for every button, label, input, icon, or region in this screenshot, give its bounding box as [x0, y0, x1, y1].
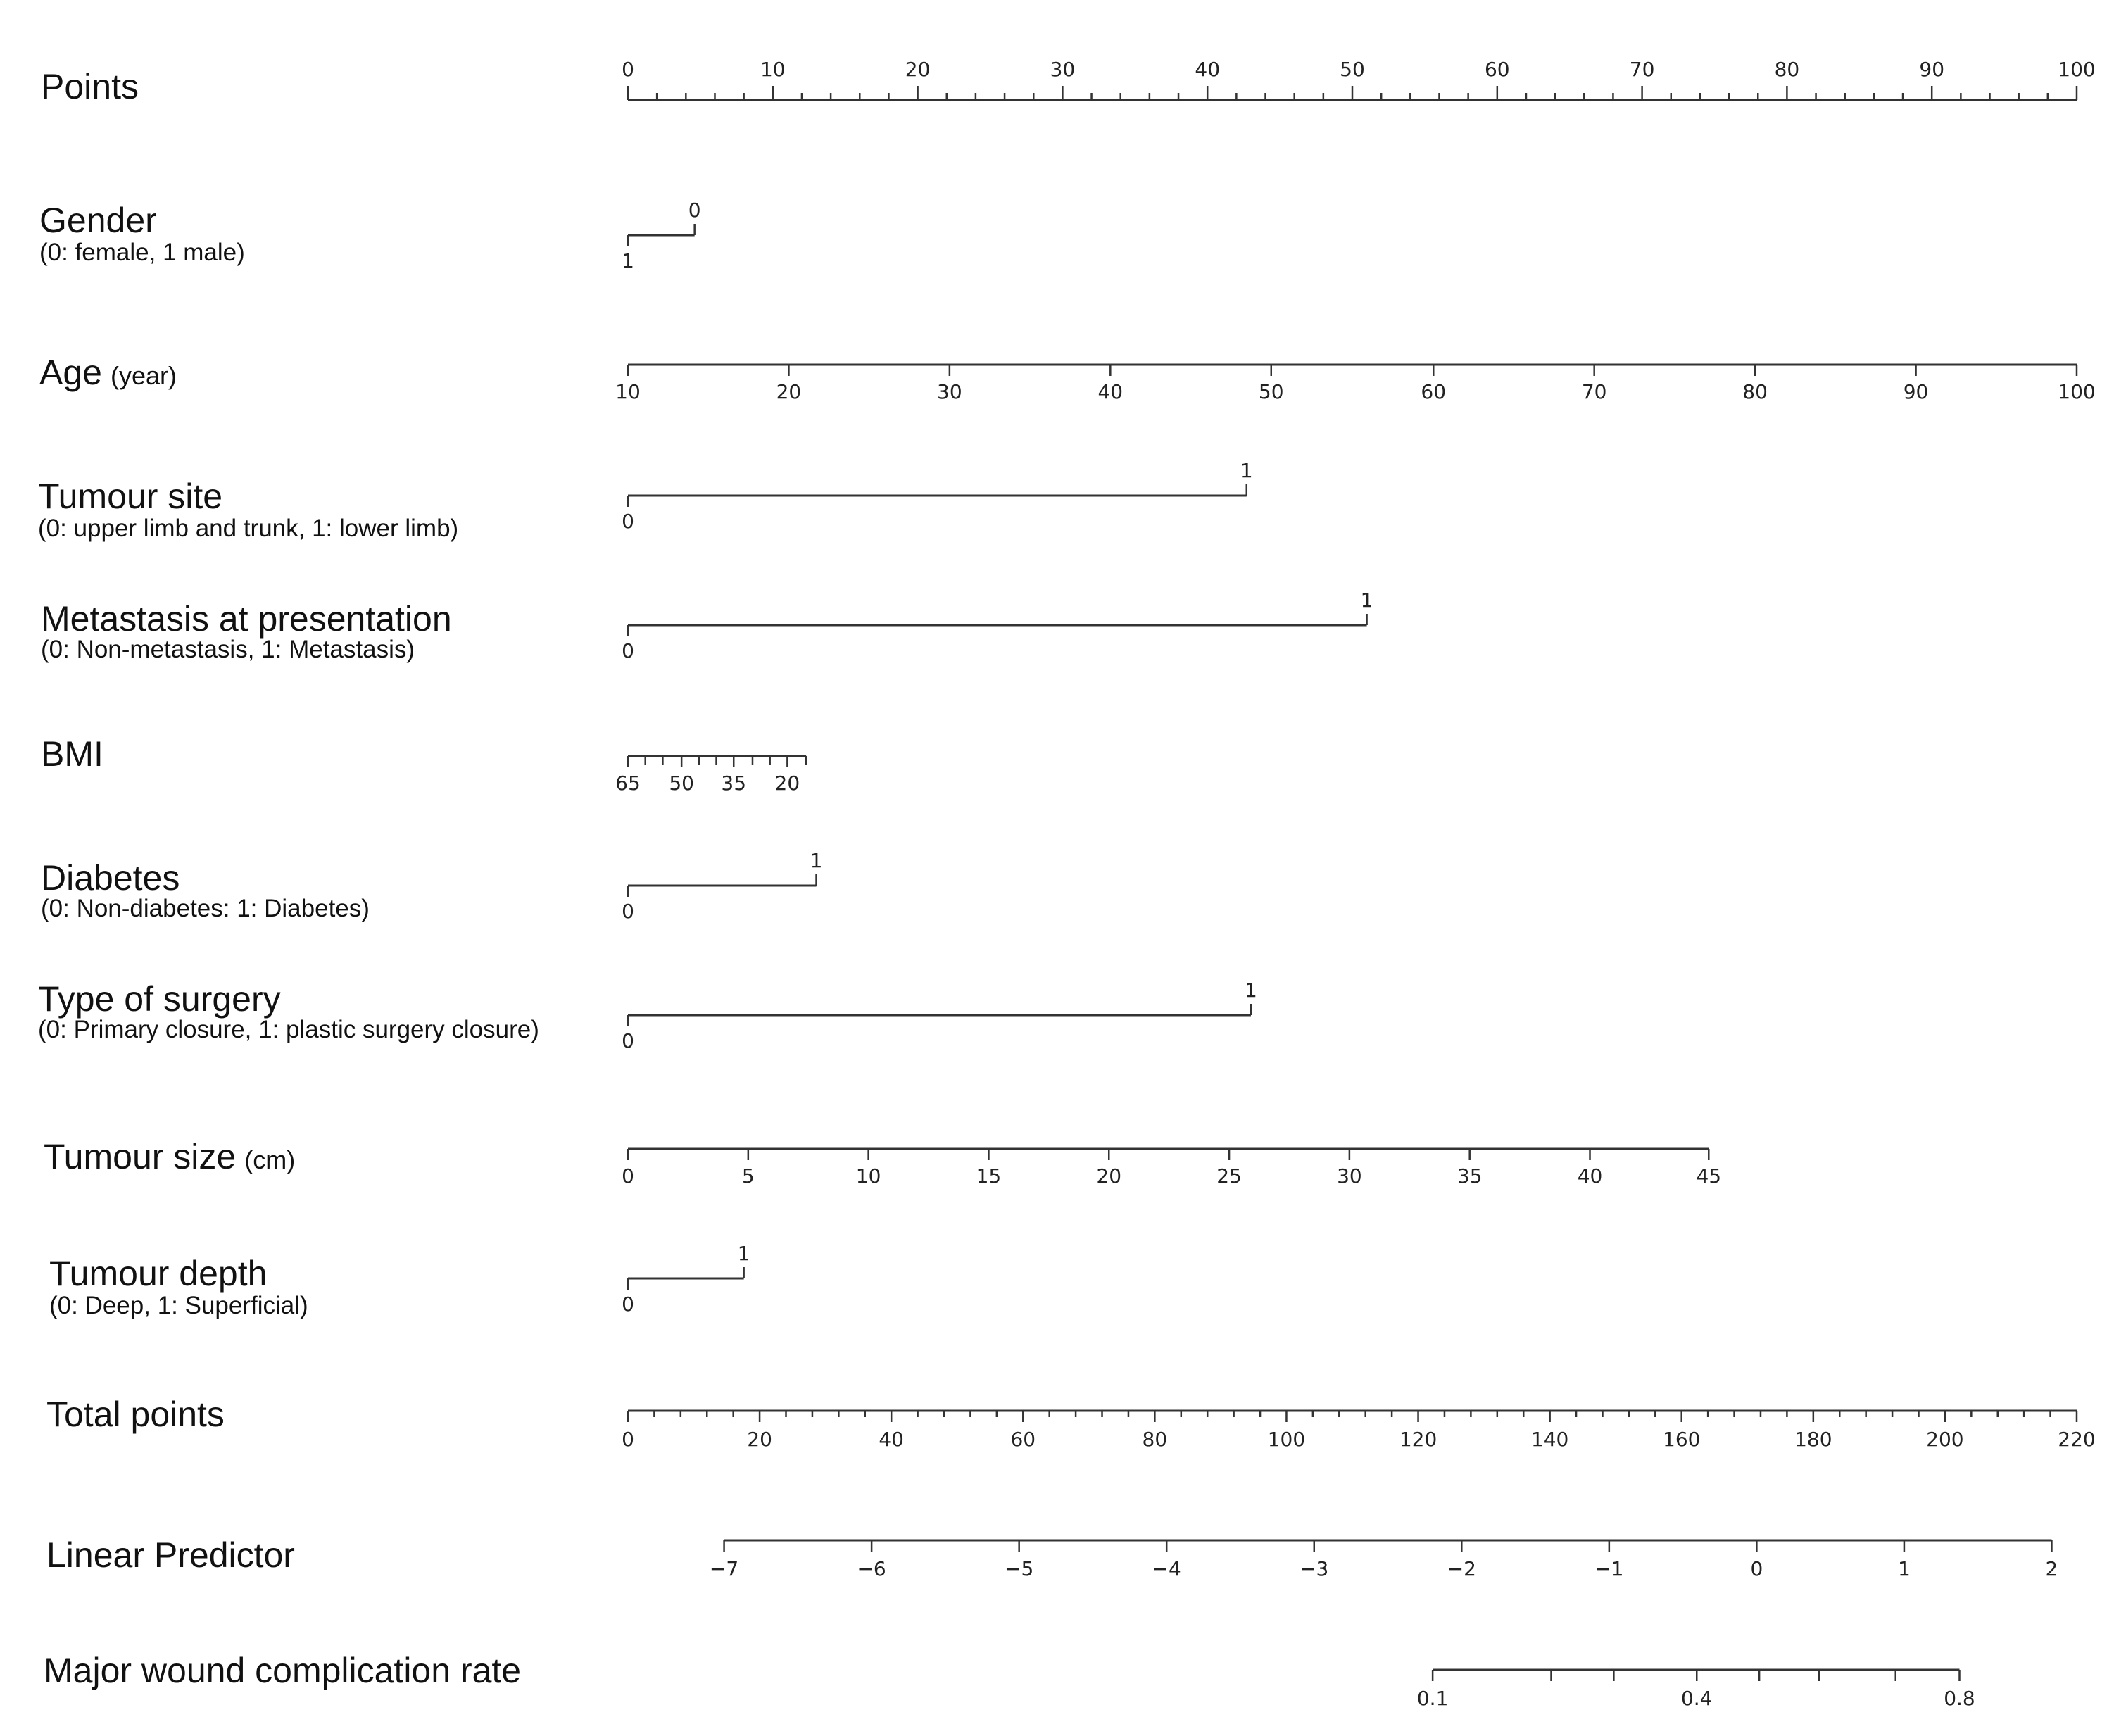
surgery-type-label: Type of surgery	[38, 979, 281, 1019]
age-tick-label: 80	[1742, 380, 1768, 403]
tumour-size-tick-label: 20	[1096, 1164, 1122, 1188]
tumour-site-label: Tumour site	[38, 477, 223, 516]
points-label: Points	[41, 67, 139, 106]
complication-rate-tick-label: 0.8	[1944, 1687, 1975, 1710]
linear-predictor-tick-label: −3	[1300, 1557, 1329, 1580]
tumour-depth-level-label: 1	[737, 1242, 750, 1265]
linear-predictor-tick-label: 0	[1750, 1557, 1763, 1580]
age-label-unit: (year)	[110, 361, 177, 390]
age-tick-label: 40	[1097, 380, 1124, 403]
tumour-size-tick-label: 5	[741, 1164, 755, 1188]
tumour-size-tick-label: 25	[1216, 1164, 1242, 1188]
total-points-tick-label: 140	[1530, 1428, 1569, 1451]
age-label-name: Age	[39, 353, 102, 392]
points-tick-label: 50	[1340, 58, 1365, 81]
total-points-tick-label: 0	[622, 1428, 634, 1451]
tumour-site-sublabel: (0: upper limb and trunk, 1: lower limb)	[38, 515, 459, 542]
metastasis-label: Metastasis at presentation	[41, 599, 452, 639]
complication-rate-label: Major wound complication rate	[44, 1651, 522, 1690]
linear-predictor-tick-label: −1	[1594, 1557, 1624, 1580]
points-tick-label: 80	[1774, 58, 1800, 81]
total-points-tick-label: 180	[1794, 1428, 1832, 1451]
total-points-tick-label: 100	[1267, 1428, 1306, 1451]
total-points-tick-label: 60	[1010, 1428, 1036, 1451]
points-tick-label: 0	[622, 58, 634, 81]
points-tick-label: 90	[1919, 58, 1945, 81]
age-tick-label: 100	[2058, 380, 2096, 403]
complication-rate-tick-label: 0.1	[1416, 1687, 1449, 1710]
linear-predictor-tick-label: −5	[1005, 1557, 1034, 1580]
tumour-size-tick-label: 0	[622, 1164, 634, 1188]
gender-level-label: 1	[622, 249, 634, 272]
tumour-depth-sublabel: (0: Deep, 1: Superficial)	[49, 1292, 308, 1319]
linear-predictor-label: Linear Predictor	[46, 1535, 295, 1575]
bmi-tick-label: 65	[615, 772, 641, 795]
total-points-tick-label: 160	[1663, 1428, 1701, 1451]
bmi-label: BMI	[41, 734, 103, 774]
tumour-site-level-label: 1	[1240, 459, 1253, 482]
linear-predictor-tick-label: 2	[2045, 1557, 2058, 1580]
total-points-tick-label: 120	[1399, 1428, 1437, 1451]
bmi-tick-label: 20	[774, 772, 800, 795]
tumour-size-tick-label: 40	[1577, 1164, 1603, 1188]
total-points-tick-label: 220	[2058, 1428, 2096, 1451]
points-tick-label: 100	[2058, 58, 2096, 81]
linear-predictor-tick-label: 1	[1897, 1557, 1911, 1580]
gender-level-label: 0	[688, 199, 701, 222]
points-tick-label: 70	[1629, 58, 1655, 81]
linear-predictor-tick-label: −7	[709, 1557, 739, 1580]
tumour-size-label-name: Tumour size	[44, 1137, 237, 1176]
tumour-size-tick-label: 30	[1337, 1164, 1362, 1188]
tumour-depth-level-label: 0	[622, 1292, 634, 1316]
surgery-type-level-label: 0	[622, 1029, 634, 1052]
gender-sublabel: (0: female, 1 male)	[39, 239, 245, 266]
age-tick-label: 70	[1581, 380, 1607, 403]
age-tick-label: 50	[1258, 380, 1284, 403]
age-tick-label: 30	[937, 380, 962, 403]
diabetes-level-label: 1	[810, 849, 823, 872]
metastasis-level-label: 1	[1360, 589, 1373, 612]
total-points-tick-label: 20	[747, 1428, 772, 1451]
linear-predictor-tick-label: −4	[1152, 1557, 1181, 1580]
bmi-tick-label: 50	[669, 772, 694, 795]
linear-predictor-tick-label: −6	[857, 1557, 886, 1580]
total-points-tick-label: 200	[1926, 1428, 1964, 1451]
points-tick-label: 30	[1050, 58, 1076, 81]
tumour-depth-label: Tumour depth	[49, 1254, 268, 1293]
age-tick-label: 10	[615, 380, 641, 403]
tumour-site-level-label: 0	[622, 510, 634, 533]
diabetes-level-label: 0	[622, 900, 634, 923]
bmi-tick-label: 35	[721, 772, 747, 795]
points-tick-label: 40	[1195, 58, 1221, 81]
tumour-size-label-unit: (cm)	[244, 1145, 296, 1174]
linear-predictor-tick-label: −2	[1447, 1557, 1476, 1580]
total-points-tick-label: 40	[879, 1428, 905, 1451]
surgery-type-sublabel: (0: Primary closure, 1: plastic surgery closure)	[38, 1016, 539, 1043]
total-points-tick-label: 80	[1142, 1428, 1168, 1451]
diabetes-sublabel: (0: Non-diabetes: 1: Diabetes)	[41, 895, 370, 922]
metastasis-sublabel: (0: Non-metastasis, 1: Metastasis)	[41, 636, 415, 663]
diabetes-label: Diabetes	[41, 858, 180, 898]
points-tick-label: 60	[1484, 58, 1510, 81]
tumour-size-tick-label: 45	[1696, 1164, 1722, 1188]
points-tick-label: 10	[760, 58, 786, 81]
metastasis-level-label: 0	[622, 639, 634, 662]
tumour-size-tick-label: 10	[855, 1164, 881, 1188]
age-tick-label: 90	[1903, 380, 1929, 403]
complication-rate-tick-label: 0.4	[1680, 1687, 1713, 1710]
surgery-type-level-label: 1	[1245, 979, 1257, 1002]
age-tick-label: 20	[776, 380, 802, 403]
age-tick-label: 60	[1421, 380, 1447, 403]
tumour-size-tick-label: 15	[976, 1164, 1002, 1188]
tumour-size-tick-label: 35	[1456, 1164, 1483, 1188]
total-points-label: Total points	[46, 1395, 225, 1434]
points-tick-label: 20	[905, 58, 931, 81]
gender-label: Gender	[39, 201, 157, 240]
